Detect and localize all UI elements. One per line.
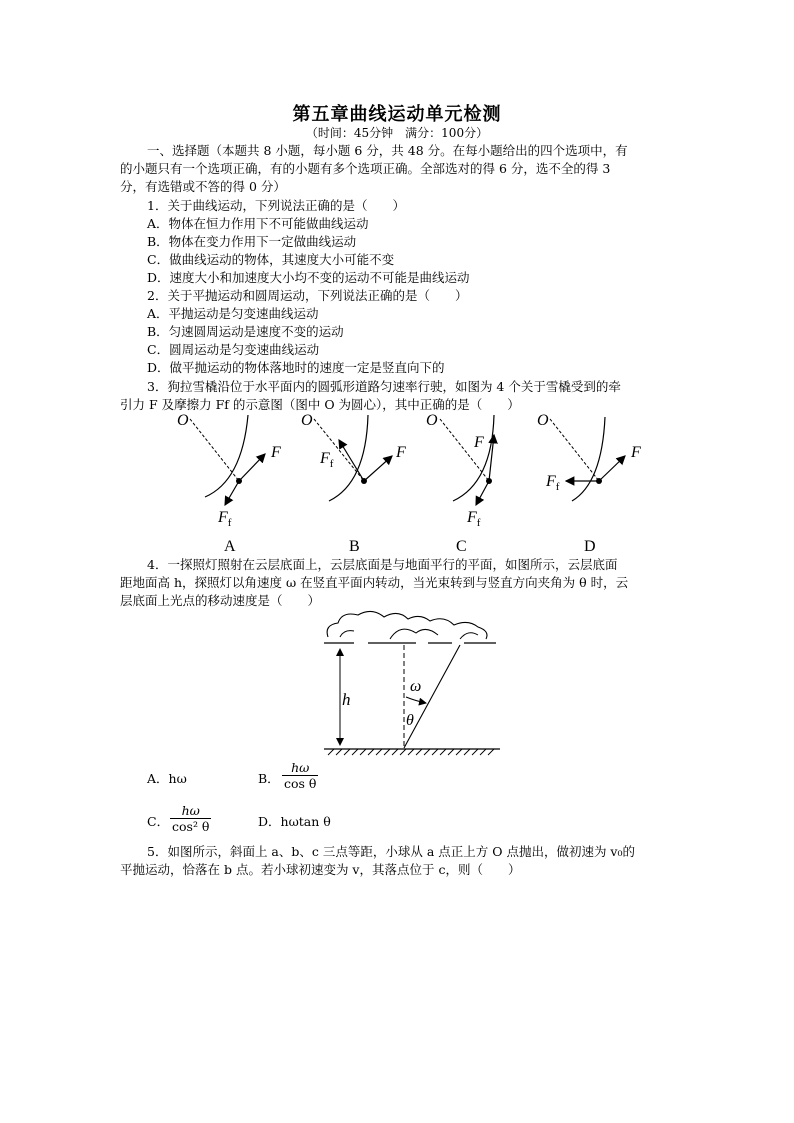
q4-option-b-fraction [282, 760, 318, 791]
center-o-label: O [177, 412, 189, 429]
force-ff-arrow [476, 481, 489, 505]
q5-stem-line-2: 平抛运动，恰落在 b 点。若小球初速变为 v，其落点位于 c，则（ ） [120, 862, 521, 877]
force-ff-label: $F_f$ [320, 450, 334, 470]
q2-option-a: A．平抛运动是匀变速曲线运动 [147, 306, 319, 321]
q4-option-c-label: C． [147, 814, 170, 829]
ground-hatch [328, 749, 494, 755]
q4-option-d: D．hωtan θ [258, 814, 331, 829]
force-ff-arrow [225, 481, 239, 505]
q3-diagram-c [426, 412, 494, 529]
center-o-label: O [426, 412, 438, 429]
section-intro-line-2: 的小题只有一个选项正确，有的小题有多个选项正确。全部选对的得 6 分，选不全的得 3 [120, 161, 611, 176]
q2-option-b: B．匀速圆周运动是速度不变的运动 [147, 324, 344, 339]
q1-option-a: A．物体在恒力作用下不可能做曲线运动 [147, 216, 369, 231]
q1-stem: 1．关于曲线运动，下列说法正确的是（ ） [147, 198, 405, 213]
page-title: 第五章曲线运动单元检测 [292, 104, 502, 125]
q5-stem-line-1: 5．如图所示，斜面上 a、b、c 三点等距，小球从 a 点正上方 O 点抛出，做初速为 v₀的 [147, 844, 635, 859]
q4-option-b-label: B． [258, 771, 280, 786]
section-intro-line-3: 分，有选错或不答的得 0 分） [120, 179, 286, 194]
force-f-label: F [474, 434, 484, 451]
fraction-numerator: hω [291, 760, 310, 775]
center-o-label: O [301, 412, 313, 429]
q3-label-d: D [584, 538, 596, 555]
force-f-arrow [364, 456, 392, 481]
force-ff-arrow [339, 440, 364, 481]
theta-label: θ [406, 712, 414, 729]
arc-path [453, 415, 494, 501]
fraction-denominator: cos θ [284, 776, 317, 791]
q4-option-a: A．hω [147, 771, 187, 786]
q3-sled-force-diagrams [0, 405, 794, 560]
q2-option-d: D．做平抛运动的物体落地时的速度一定是竖直向下的 [147, 360, 445, 375]
q3-diagram-d [537, 412, 641, 501]
arc-path [205, 415, 248, 497]
q2-stem: 2．关于平抛运动和圆周运动，下列说法正确的是（ ） [147, 288, 468, 303]
light-beam [404, 645, 460, 748]
q3-diagram-a [177, 412, 281, 529]
q4-searchlight-diagram [320, 605, 520, 760]
force-f-label: F [396, 444, 406, 461]
force-f-label: F [271, 444, 281, 461]
arc-path [572, 417, 605, 501]
omega-label: ω [410, 678, 422, 695]
force-ff-label: $F_f$ [546, 473, 560, 493]
force-ff-label: $F_f$ [467, 509, 481, 529]
center-o-label: O [537, 412, 549, 429]
cloud-shape [327, 611, 487, 639]
fraction-numerator: hω [181, 803, 200, 818]
q3-stem-line-1: 3．狗拉雪橇沿位于水平面内的圆弧形道路匀速率行驶，如图为 4 个关于雪橇受到的牵 [147, 379, 621, 394]
q4-stem-line-2: 距地面高 h，探照灯以角速度 ω 在竖直平面内转动，当光束转到与竖直方向夹角为 θ 时，云 [120, 575, 629, 590]
q2-option-c: C．圆周运动是匀变速曲线运动 [147, 342, 320, 357]
height-label: h [342, 690, 351, 709]
q3-label-c: C [456, 538, 467, 555]
q3-stem-line-2: 引力 F 及摩擦力 Ff 的示意图（图中 O 为圆心），其中正确的是（ ） [120, 397, 520, 412]
force-f-arrow [239, 454, 265, 481]
fraction-denominator: cos² θ [172, 819, 210, 834]
section-intro-line-1: 一、选择题（本题共 8 小题，每小题 6 分，共 48 分。在每小题给出的四个选项中，有 [147, 143, 628, 158]
q3-label-b: B [349, 538, 360, 555]
force-f-arrow [599, 456, 625, 481]
q1-option-c: C．做曲线运动的物体，其速度大小可能不变 [147, 252, 395, 267]
q3-label-a: A [224, 538, 236, 555]
q1-option-d: D．速度大小和加速度大小均不变的运动不可能是曲线运动 [147, 270, 470, 285]
cloud-detail [340, 629, 478, 639]
page-subtitle: （时间：45分钟 满分：100分） [305, 126, 489, 140]
q4-option-c-fraction [170, 803, 211, 834]
radius-dashed-line [550, 419, 599, 481]
radius-dashed-line [190, 419, 239, 481]
arc-path [329, 415, 368, 501]
q4-stem-line-1: 4．一探照灯照射在云层底面上，云层底面是与地面平行的平面，如图所示，云层底面 [147, 557, 618, 572]
force-f-label: F [631, 444, 641, 461]
q3-diagram-b [301, 412, 406, 501]
force-ff-label: $F_f$ [218, 509, 232, 529]
q4-stem-line-3: 层底面上光点的移动速度是（ ） [120, 593, 321, 608]
q1-option-b: B．物体在变力作用下一定做曲线运动 [147, 234, 357, 249]
omega-arc [406, 697, 426, 703]
